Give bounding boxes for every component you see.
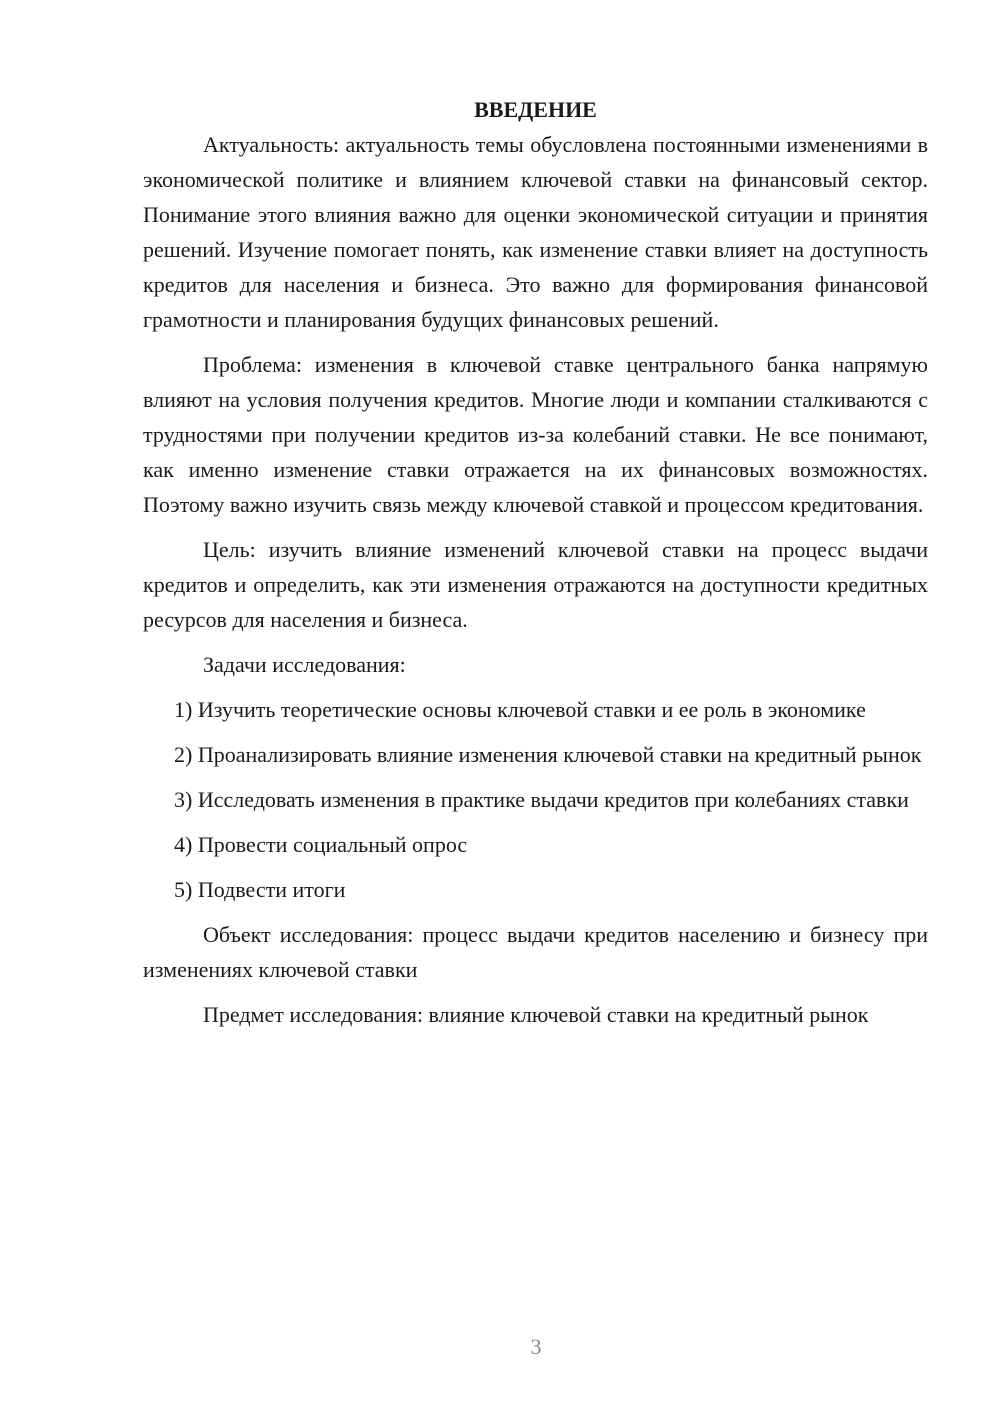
problem-paragraph: Проблема: изменения в ключевой ставке центрального банка напрямую влияют на условия получения кредитов. Многие люди и компании сталкиваются с трудностями при получении кредитов из-за колебаний ставки. Не все понимают, как именно изменение ставки отражается на их финансовых возможностях. Поэтому важно изучить связь между ключевой ставкой и процессом кредитования.	[143, 352, 928, 517]
task-item-5: 5) Подвести итоги	[174, 877, 346, 902]
task-item-4: 4) Провести социальный опрос	[174, 832, 468, 857]
document-body	[143, 92, 928, 1042]
task-item-1: 1) Изучить теоретические основы ключевой ставки и ее роль в экономике	[174, 697, 866, 722]
section-heading: ВВЕДЕНИЕ	[474, 97, 597, 122]
page-number-footer	[0, 1332, 1000, 1362]
task-item-3: 3) Исследовать изменения в практике выдачи кредитов при колебаниях ставки	[174, 787, 909, 812]
task-item-2: 2) Проанализировать влияние изменения ключевой ставки на кредитный рынок	[174, 742, 922, 767]
goal-paragraph: Цель: изучить влияние изменений ключевой ставки на процесс выдачи кредитов и определить, как эти изменения отражаются на доступности кредитных ресурсов для населения и бизнеса.	[143, 537, 928, 632]
relevance-paragraph: Актуальность: актуальность темы обусловлена постоянными изменениями в экономической политике и влиянием ключевой ставки на финансовый сектор. Понимание этого влияния важно для оценки экономической ситуации и принятия решений. Изучение помогает понять, как изменение ставки влияет на доступность кредитов для населения и бизнеса. Это важно для формирования финансовой грамотности и планирования будущих финансовых решений.	[143, 132, 928, 332]
page-number: 3	[530, 1334, 542, 1359]
object-paragraph: Объект исследования: процесс выдачи кредитов населению и бизнесу при изменениях ключевой ставки	[143, 922, 928, 982]
subject-paragraph: Предмет исследования: влияние ключевой ставки на кредитный рынок	[203, 1002, 869, 1027]
tasks-title: Задачи исследования:	[203, 652, 406, 677]
